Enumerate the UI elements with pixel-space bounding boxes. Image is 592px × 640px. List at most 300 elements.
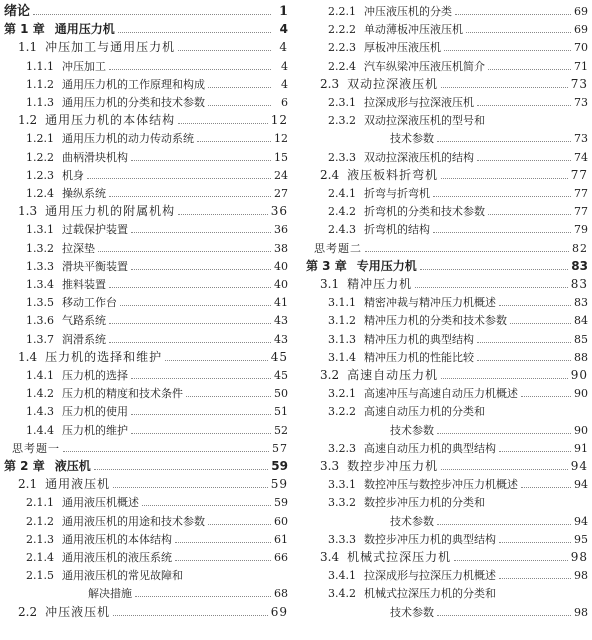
toc-entry-title: 技术参数 [390,514,434,528]
toc-entry [328,533,588,546]
toc-entry [328,205,588,218]
dot-leader [63,451,269,452]
toc-entry-page: 77 [570,167,588,182]
toc-entry-page: 94 [570,459,588,473]
dot-leader [131,433,271,434]
dot-leader [186,396,271,397]
dot-leader [477,160,571,161]
toc-entry-page: 36 [274,223,288,237]
toc-entry-title: 技术参数 [390,423,434,437]
dot-leader [109,196,271,197]
toc-entry-page: 77 [574,205,588,219]
toc-entry-title: 液压机 [54,459,91,473]
toc-entry [26,242,288,255]
toc-entry-title: 技术参数 [390,605,434,619]
toc-entry-title: 推料装置 [62,278,106,291]
toc-entry-page: 45 [274,369,288,382]
toc-entry-number: 2.2.2 [328,23,356,37]
toc-entry-page: 43 [274,314,288,328]
toc-entry [390,606,588,619]
toc-entry [320,278,588,291]
dot-leader [113,487,268,488]
toc-entry [26,496,288,509]
toc-entry-page: 66 [274,551,288,564]
toc-entry-title: 压力机的选择 [62,369,128,382]
toc-entry-number: 2.3 [320,76,340,91]
toc-entry-number: 3.3.3 [328,532,356,546]
toc-entry-number: 1.1 [18,40,38,55]
toc-entry-number: 1.4.4 [26,423,54,437]
toc-entry [320,551,588,564]
toc-entry [26,569,288,582]
dot-leader [131,378,271,379]
dot-leader [165,360,268,361]
toc-entry-page: 98 [574,569,588,583]
toc-entry [18,114,288,127]
toc-entry [328,478,588,491]
toc-entry-page: 79 [574,223,588,237]
toc-entry-page: 90 [574,423,588,437]
toc-entry-title: 绪论 [4,4,31,19]
toc-entry-title: 思考题一 [12,441,60,455]
toc-entry [390,424,588,437]
toc-entry-number: 1.3.7 [26,332,54,346]
toc-entry [320,460,588,473]
toc-entry [26,369,288,382]
toc-entry-title: 通用液压机的液压系统 [62,551,172,564]
dot-leader [142,505,271,506]
toc-entry [328,333,588,346]
toc-entry-number: 1.3.1 [26,223,54,237]
toc-entry [328,405,588,418]
toc-entry-page: 1 [278,4,288,19]
toc-entry-title: 数控步冲压力机的分类和 [364,496,485,510]
toc-entry-page: 51 [274,405,288,419]
toc-entry [26,533,288,546]
dot-leader [178,50,271,51]
toc-entry-number: 3.1 [320,277,340,291]
toc-entry-title: 压力机的选择和维护 [45,349,163,364]
toc-entry-page: 88 [574,350,588,364]
toc-entry [18,41,288,54]
toc-entry-number: 1.4.2 [26,387,54,401]
toc-entry [18,351,288,364]
dot-leader [131,414,271,415]
toc-entry-title: 冲压加工与通用压力机 [45,40,176,55]
dot-leader [499,451,571,452]
toc-entry [18,606,288,619]
toc-entry [18,205,288,218]
toc-entry-page: 52 [274,423,288,437]
dot-leader [197,141,271,142]
toc-entry-number: 3.1.1 [328,296,356,310]
toc-entry-page: 59 [270,477,288,492]
toc-entry-page: 59 [271,459,288,473]
dot-leader [175,542,271,543]
toc-entry-number: 1.2.3 [26,168,54,182]
toc-entry-title: 折弯与折弯机 [364,187,430,200]
toc-entry-page: 57 [272,441,288,455]
dot-leader [109,287,271,288]
toc-entry-title: 思考题二 [314,241,362,255]
toc-entry-number: 2.1.4 [26,551,54,564]
dot-leader [208,524,271,525]
toc-entry-number: 2.1 [18,477,38,492]
dot-leader [98,251,271,252]
toc-entry-page: 50 [274,387,288,401]
toc-entry-number: 3.1.4 [328,350,356,364]
dot-leader [521,487,571,488]
toc-entry-page: 41 [274,296,288,310]
dot-leader [499,305,571,306]
toc-entry-title: 折弯机的分类和技术参数 [364,205,485,219]
toc-entry-title: 机身 [62,168,84,182]
toc-entry [320,78,588,91]
toc-entry [314,242,588,255]
toc-entry-number: 1.3.5 [26,296,54,310]
toc-entry-page: 69 [574,23,588,37]
toc-entry-title: 通用液压机概述 [62,496,139,510]
toc-entry [12,442,288,455]
toc-entry-title: 精冲压力机 [347,277,413,291]
toc-entry [328,587,588,600]
toc-entry-number: 3.3.2 [328,496,356,510]
toc-entry-number: 1.3.6 [26,314,54,328]
toc-entry [26,333,288,346]
toc-entry [328,314,588,327]
toc-entry-title: 双动拉深液压机的结构 [364,150,474,164]
toc-entry-number: 2.4.1 [328,187,356,200]
toc-entry-number: 3.1.2 [328,314,356,328]
toc-entry [328,387,588,400]
toc-entry-number: 2.3.3 [328,150,356,164]
toc-entry-number: 1.1.1 [26,59,54,73]
toc-entry [26,96,288,109]
toc-entry-page: 43 [274,332,288,346]
dot-leader [87,178,271,179]
toc-entry-title: 单动薄板冲压液压机 [364,23,463,37]
toc-entry-number: 1.2.2 [26,150,54,164]
toc-entry-page: 74 [574,150,588,164]
toc-entry-page: 69 [574,5,588,18]
dot-leader [521,396,571,397]
dot-leader [109,342,271,343]
toc-entry-title: 数控步冲压力机 [347,459,439,473]
toc-entry-page: 91 [574,441,588,455]
toc-entry-number: 1.2.4 [26,187,54,200]
toc-entry-page: 95 [574,532,588,546]
toc-entry [328,114,588,127]
toc-entry [328,41,588,54]
dot-leader [477,342,571,343]
toc-entry-number: 2.1.2 [26,514,54,528]
toc-entry-title: 高速自动压力机的典型结构 [364,441,496,455]
dot-leader [109,69,271,70]
toc-entry [26,223,288,236]
toc-entry-title: 通用压力机的本体结构 [45,113,176,128]
toc-entry-page: 4 [279,40,288,55]
toc-entry [18,478,288,491]
toc-entry-number: 第 1 章 [4,22,45,37]
toc-entry-page: 94 [574,478,588,492]
dot-leader [477,105,571,106]
dot-leader [441,378,568,379]
toc-entry-number: 2.4.3 [328,223,356,237]
toc-entry-number: 3.3 [320,459,340,473]
toc-entry-title: 压力机的使用 [62,405,128,419]
dot-leader [437,141,571,142]
toc-entry-page: 12 [270,113,288,128]
toc-entry-number: 第 2 章 [4,459,45,473]
toc-entry-number: 2.3.2 [328,114,356,128]
toc-entry-number: 2.2.4 [328,59,356,73]
dot-leader [208,87,271,88]
toc-entry-title: 液压板料折弯机 [347,167,439,182]
dot-leader [420,269,569,270]
toc-entry-number: 1.2.1 [26,132,54,146]
toc-entry-number: 1.3.2 [26,241,54,255]
toc-entry [328,442,588,455]
toc-entry-page: 71 [574,59,588,73]
toc-entry [26,515,288,528]
toc-entry-title: 解决措施 [88,587,132,601]
toc-entry-title: 冲压加工 [62,59,106,73]
dot-leader [477,360,571,361]
toc-entry-number: 3.2.1 [328,387,356,401]
toc-entry [26,60,288,73]
toc-entry-number: 1.3.3 [26,259,54,273]
toc-entry-title: 通用压力机的附属机构 [45,204,176,219]
toc-entry [4,460,288,473]
toc-entry [390,132,588,145]
dot-leader [488,69,571,70]
toc-entry-title: 通用压力机的工作原理和构成 [62,77,205,91]
toc-entry [26,151,288,164]
dot-leader [178,214,268,215]
toc-entry-title: 冲压液压机 [45,604,111,619]
toc-entry-number: 3.2.2 [328,405,356,419]
toc-entry-title: 拉深成形与拉深压力机概述 [364,569,496,583]
toc-entry-title: 技术参数 [390,132,434,146]
dot-leader [131,160,271,161]
dot-leader [488,214,571,215]
toc-entry-number: 2.4.2 [328,205,356,219]
toc-entry-title: 通用压力机的分类和技术参数 [62,96,205,109]
toc-entry [328,569,588,582]
toc-entry [328,187,588,200]
toc-entry-title: 高速自动压力机的分类和 [364,405,485,419]
dot-leader [33,14,271,15]
toc-entry [320,169,588,182]
toc-entry-page: 69 [270,604,288,619]
toc-entry-number: 2.2.3 [328,41,356,55]
dot-leader [208,105,271,106]
toc-entry-page: 45 [270,349,288,364]
toc-entry [328,496,588,509]
toc-entry [4,5,288,18]
dot-leader [178,123,268,124]
toc-entry-number: 3.4.1 [328,569,356,583]
toc-entry [328,60,588,73]
toc-entry-page: 73 [574,96,588,109]
toc-entry-page: 15 [274,150,288,164]
toc-entry [26,405,288,418]
toc-entry-number: 2.2.1 [328,5,356,18]
toc-entry-title: 精冲压力机的分类和技术参数 [364,314,507,328]
dot-leader [441,178,568,179]
toc-entry [26,78,288,91]
toc-entry-title: 数控步冲压力机的典型结构 [364,532,496,546]
toc-entry [26,260,288,273]
dot-leader [175,560,271,561]
toc-entry-title: 机械式拉深压力机 [347,550,452,564]
toc-entry [328,351,588,364]
toc-entry-page: 98 [570,550,588,564]
toc-entry [26,187,288,200]
toc-entry-title: 润滑系统 [62,332,106,346]
toc-entry-number: 第 3 章 [306,258,347,273]
toc-entry-title: 汽车纵梁冲压液压机简介 [364,59,485,73]
toc-entry [390,515,588,528]
toc-entry-page: 83 [570,277,588,291]
dot-leader [441,87,568,88]
toc-entry-number: 3.2.3 [328,441,356,455]
toc-entry-page: 36 [270,204,288,219]
dot-leader [94,469,269,470]
toc-entry-page: 4 [281,59,288,73]
toc-entry-page: 73 [574,132,588,146]
toc-entry-page: 83 [574,296,588,310]
toc-entry [26,424,288,437]
toc-entry-title: 移动工作台 [62,296,117,310]
toc-entry-page: 60 [274,514,288,528]
toc-entry [26,551,288,564]
toc-entry-title: 精冲压力机的典型结构 [364,332,474,346]
toc-entry-page: 12 [274,132,288,146]
toc-entry-title: 气路系统 [62,314,106,328]
dot-leader [113,615,268,616]
toc-entry-title: 通用压力机 [54,22,115,37]
dot-leader [499,578,571,579]
dot-leader [433,196,571,197]
dot-leader [499,542,571,543]
toc-entry-page: 94 [574,514,588,528]
toc-entry-title: 过载保护装置 [62,223,128,237]
toc-entry-page: 68 [274,587,288,601]
toc-entry-title: 通用液压机的本体结构 [62,532,172,546]
toc-entry [88,587,288,600]
toc-entry-page: 6 [281,96,288,109]
toc-entry-page: 83 [571,258,588,273]
toc-entry-title: 双动拉深液压机的型号和 [364,114,485,128]
toc-entry-page: 24 [274,168,288,182]
toc-entry-page: 77 [574,187,588,200]
toc-entry [26,132,288,145]
toc-entry [306,260,588,273]
toc-entry-title: 操纵系统 [62,187,106,200]
toc-entry-title: 精密冲裁与精冲压力机概述 [364,296,496,310]
toc-entry-number: 1.3 [18,204,38,219]
toc-entry-title: 拉深成形与拉深液压机 [364,96,474,109]
toc-entry-page: 40 [274,259,288,273]
toc-entry-number: 3.4.2 [328,587,356,601]
toc-entry-title: 滑块平衡装置 [62,259,128,273]
dot-leader [441,469,568,470]
dot-leader [454,560,568,561]
dot-leader [131,232,271,233]
toc-entry-page: 90 [570,368,588,382]
toc-entry-title: 专用压力机 [356,258,417,273]
toc-entry-number: 3.3.1 [328,478,356,492]
toc-entry-title: 厚板冲压液压机 [364,41,441,55]
toc-entry-number: 2.1.3 [26,532,54,546]
toc-entry-number: 2.1.5 [26,569,54,583]
toc-entry-number: 1.3.4 [26,278,54,291]
toc-entry-page: 98 [574,605,588,619]
toc-entry-number: 3.1.3 [328,332,356,346]
dot-leader [437,615,571,616]
toc-entry-page: 85 [574,332,588,346]
toc-entry [26,296,288,309]
dot-leader [135,596,271,597]
toc-entry [26,314,288,327]
toc-entry [328,151,588,164]
toc-entry-title: 高速自动压力机 [347,368,439,382]
toc-entry-page: 4 [279,22,288,37]
toc-entry-number: 2.3.1 [328,96,356,109]
dot-leader [455,14,571,15]
toc-entry-number: 1.4 [18,349,38,364]
toc-entry [328,296,588,309]
toc-entry-number: 2.2 [18,604,38,619]
toc-entry-number: 2.1.1 [26,496,54,510]
dot-leader [118,32,271,33]
toc-entry-title: 通用液压机的用途和技术参数 [62,514,205,528]
toc-entry-number: 1.1.3 [26,96,54,109]
toc-entry-title: 双动拉深液压机 [347,76,439,91]
toc-entry-number: 1.4.1 [26,369,54,382]
toc-entry [26,169,288,182]
dot-leader [437,433,571,434]
toc-entry-title: 精冲压力机的性能比较 [364,350,474,364]
toc-entry [26,387,288,400]
toc-entry [328,5,588,18]
toc-entry-page: 61 [274,532,288,546]
dot-leader [131,269,271,270]
toc-entry-title: 曲柄滑块机构 [62,150,128,164]
toc-entry-title: 通用液压机的常见故障和 [62,569,183,583]
toc-entry-page: 38 [274,241,288,255]
dot-leader [365,251,569,252]
toc-entry-title: 压力机的精度和技术条件 [62,387,183,401]
toc-entry-title: 通用压力机的动力传动系统 [62,132,194,146]
toc-entry-title: 通用液压机 [45,477,111,492]
toc-entry-number: 2.4 [320,167,340,182]
toc-entry-title: 冲压液压机的分类 [364,5,452,18]
toc-entry-page: 4 [281,77,288,91]
toc-entry-number: 3.4 [320,550,340,564]
toc-entry-number: 1.2 [18,113,38,128]
toc-entry-page: 70 [574,41,588,55]
toc-entry-title: 拉深垫 [62,241,95,255]
toc-entry-number: 1.1.2 [26,77,54,91]
toc-entry-number: 3.2 [320,368,340,382]
toc-entry [328,96,588,109]
toc-entry-title: 高速冲压与高速自动压力机概述 [364,387,518,401]
dot-leader [510,323,571,324]
toc-entry-title: 压力机的维护 [62,423,128,437]
toc-entry-page: 82 [572,241,588,255]
